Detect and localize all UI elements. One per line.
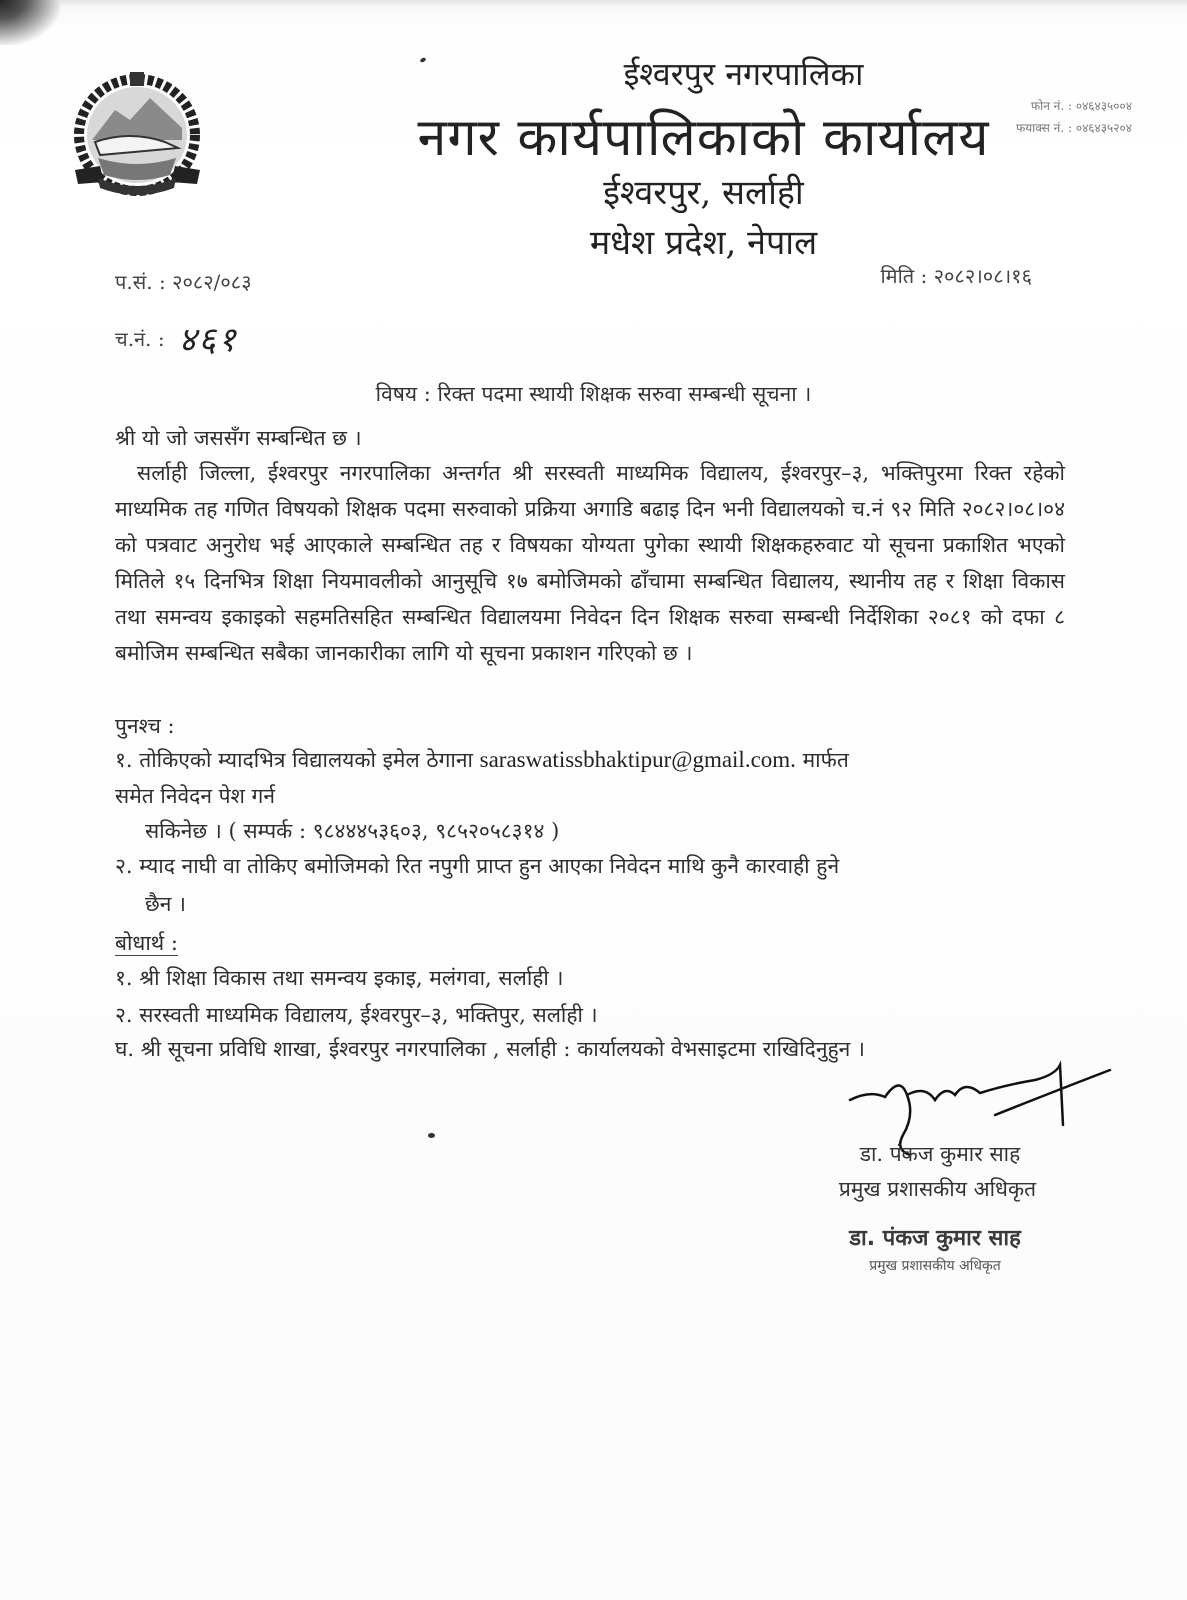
postscript-item-1-suffix: मार्फत xyxy=(802,748,849,772)
date-value: २०८२।०८।१६ xyxy=(933,264,1032,288)
municipality-name: ईश्वरपुर नगरपालिका xyxy=(623,55,864,93)
postscript-item-1-line2: समेत निवेदन पेश गर्न xyxy=(115,784,276,808)
salutation: श्री यो जो जससँग सम्बन्धित छ । xyxy=(115,426,362,450)
fax-value: ०४६४३५२०४ xyxy=(1075,121,1132,135)
postscript-item-1-line3: सकिनेछ । ( सम्पर्क : ९८४४४५३६०३, ९८५२०५८३१४ ) xyxy=(145,819,560,843)
body-paragraph xyxy=(115,455,1065,671)
ref-value: २०८२/०८३ xyxy=(172,270,252,294)
postscript-item-1 xyxy=(115,742,1065,778)
dispatch-number xyxy=(115,315,238,361)
fax-line xyxy=(1016,117,1132,139)
cc-label-text: बोधार्थ : xyxy=(115,931,178,955)
cc-item: घ. श्री सूचना प्रविधि शाखा, ईश्वरपुर नगरपालिका , सर्लाही : कार्यालयको वेभसाइटमा राखिदिनुहुन । xyxy=(115,1037,865,1061)
fax-label: फयाक्स नं. : xyxy=(1015,121,1072,135)
cc-item: १. श्री शिक्षा विकास तथा समन्वय इकाइ, मलंगवा, सर्लाही । xyxy=(115,966,564,990)
postscript-label: पुनश्च : xyxy=(115,714,175,738)
signatory-title: प्रमुख प्रशासकीय अधिकृत xyxy=(838,1177,1037,1201)
date-label: मिति : xyxy=(880,264,928,288)
ref-label: प.सं. : xyxy=(115,270,166,294)
dispatch-value: ४६१ xyxy=(178,320,238,360)
contact-block xyxy=(1016,95,1132,139)
postscript-item-2: २. म्याद नाघी वा तोकिए बमोजिमको रित नपुगी प्राप्त हुन आएका निवेदन माथि कुनै कारवाही हुने xyxy=(115,854,840,878)
reference-number xyxy=(115,268,252,295)
stamp-title: प्रमुख प्रशासकीय अधिकृत xyxy=(869,1258,1001,1274)
office-location: ईश्वरपुर, सर्लाही xyxy=(603,173,804,213)
cc-item: २. सरस्वती माध्यमिक विद्यालय, ईश्वरपुर–३, भक्तिपुर, सर्लाही । xyxy=(115,1003,598,1027)
office-province: मधेश प्रदेश, नेपाल xyxy=(589,223,818,263)
office-title: नगर कार्यपालिकाको कार्यालय xyxy=(417,108,990,168)
letter-date xyxy=(880,262,1032,289)
phone-value: ०४६४३५००४ xyxy=(1075,99,1132,113)
letter-subject: विषय : रिक्त पदमा स्थायी शिक्षक सरुवा सम्बन्धी सूचना । xyxy=(375,382,812,406)
signatory-name: डा. पंकज कुमार साह xyxy=(859,1142,1021,1166)
scan-speck xyxy=(428,1133,435,1138)
school-email: saraswatissbhaktipur@gmail.com. xyxy=(479,747,796,772)
phone-line xyxy=(1016,95,1132,117)
dispatch-label: च.नं. : xyxy=(115,326,165,351)
scan-corner-shadow xyxy=(0,0,60,45)
cc-label xyxy=(115,925,1065,961)
postscript-item-1-prefix: १. तोकिएको म्यादभित्र विद्यालयको इमेल ठेगाना xyxy=(115,748,473,772)
postscript-item-2-line2: छैन । xyxy=(145,892,187,916)
body-paragraph-text: सर्लाही जिल्ला, ईश्वरपुर नगरपालिका अन्तर्गत श्री सरस्वती माध्यमिक विद्यालय, ईश्वरपुर–३, भक्तिपुरमा रिक्त रहेको माध्यमिक तह गणित विषयको शिक्षक पदमा सरुवाको प्रक्रिया अगाडि बढाइ दिन भनी विद्यालयको च.नं ९२ मिति २०८२।०८।०४ को पत्रवाट अनुरोध भई आएकाले सम्बन्धित तह र विषयका योग्यता पुगेका स्थायी शिक्षकहरुवाट यो सूचना प्रकाशित भएको मितिले १५ दिनभित्र शिक्षा नियमावलीको आनुसूचि १७ बमोजिमको ढाँचामा सम्बन्धित विद्यालय, स्थानीय तह र शिक्षा विकास तथा समन्वय इकाइको सहमतिसहित सम्बन्धित विद्यालयमा निवेदन दिन शिक्षक सरुवा सम्बन्धी निर्देशिका २०८१ को दफा ८ बमोजिम सम्बन्धित सबैका जानकारीका लागि यो सूचना प्रकाशन गरिएको छ । xyxy=(115,461,1065,665)
stamp-name: डा. पंकज कुमार साह xyxy=(849,1226,1021,1251)
phone-label: फोन नं. : xyxy=(1030,99,1072,113)
scan-top-edge xyxy=(60,0,1187,8)
